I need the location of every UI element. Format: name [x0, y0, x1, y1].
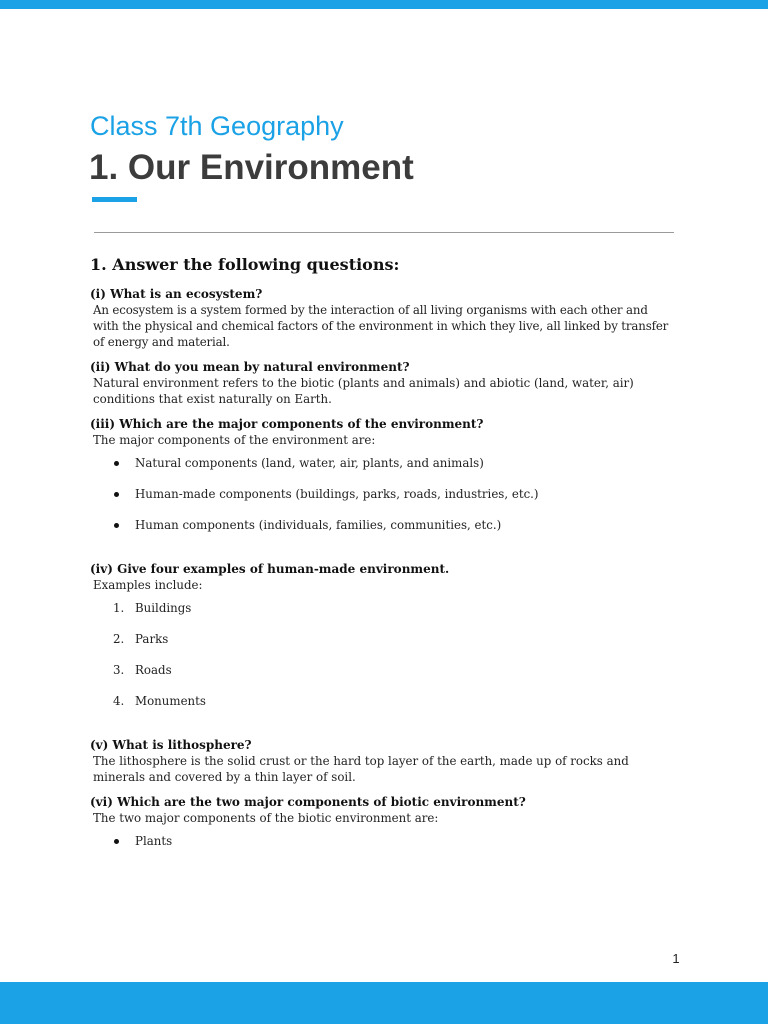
list-item-text: Parks: [135, 632, 169, 646]
list-item-text: Natural components (land, water, air, plants, and animals): [135, 456, 484, 470]
list-item: [90, 486, 676, 517]
answer: Natural environment refers to the biotic (plants and animals) and abiotic (land, water, air) conditions that exist naturally on Earth.: [93, 376, 634, 406]
page-number: 1: [672, 951, 680, 966]
question: (ii) What do you mean by natural environment?: [90, 360, 410, 374]
answer: The two major components of the biotic environment are:: [93, 811, 439, 825]
qa-item: [90, 794, 676, 864]
bullet-icon: [114, 839, 119, 844]
section-heading: 1. Answer the following questions:: [90, 255, 400, 274]
bullet-list: [90, 455, 676, 548]
title-underline: [92, 197, 137, 202]
question: (iv) Give four examples of human-made environment.: [90, 562, 450, 576]
answer: Examples include:: [93, 578, 203, 592]
bullet-icon: [114, 523, 119, 528]
question: (v) What is lithosphere?: [90, 738, 252, 752]
top-accent-bar: [0, 0, 768, 9]
list-item-text: Human-made components (buildings, parks, roads, industries, etc.): [135, 487, 539, 501]
page-title: 1. Our Environment: [89, 148, 414, 187]
answer: The lithosphere is the solid crust or the hard top layer of the earth, made up of rocks and minerals and covered by a thin layer of soil.: [93, 754, 629, 784]
list-item-text: Plants: [135, 834, 173, 848]
list-item-text: Monuments: [135, 694, 206, 708]
list-number: 1.: [113, 601, 125, 615]
list-item: [90, 833, 676, 864]
bullet-icon: [114, 461, 119, 466]
qa-item: [90, 359, 676, 407]
question: (vi) Which are the two major components of biotic environment?: [90, 795, 526, 809]
bullet-icon: [114, 492, 119, 497]
document-body: [90, 254, 676, 877]
list-item-text: Human components (individuals, families, communities, etc.): [135, 518, 502, 532]
answer: An ecosystem is a system formed by the interaction of all living organisms with each other and with the physical and chemical factors of the environment in which they live, all linked by transfer of energy and material.: [93, 303, 669, 349]
bullet-list: [90, 833, 676, 864]
list-item: [90, 631, 676, 662]
document-subtitle: Class 7th Geography: [90, 111, 344, 141]
qa-item: [90, 286, 676, 350]
list-item: [90, 693, 676, 724]
list-number: 4.: [113, 694, 125, 708]
divider: [94, 232, 674, 233]
list-item: [90, 600, 676, 631]
bottom-accent-bar: [0, 982, 768, 1024]
list-item-text: Buildings: [135, 601, 192, 615]
list-item-text: Roads: [135, 663, 172, 677]
answer: The major components of the environment are:: [93, 433, 376, 447]
list-item: [90, 517, 676, 548]
list-number: 3.: [113, 663, 125, 677]
list-item: [90, 662, 676, 693]
qa-item: [90, 737, 676, 785]
list-number: 2.: [113, 632, 125, 646]
list-item: [90, 455, 676, 486]
question: (i) What is an ecosystem?: [90, 287, 263, 301]
qa-item: [90, 561, 676, 724]
question: (iii) Which are the major components of the environment?: [90, 417, 484, 431]
numbered-list: [90, 600, 676, 724]
qa-item: [90, 416, 676, 548]
